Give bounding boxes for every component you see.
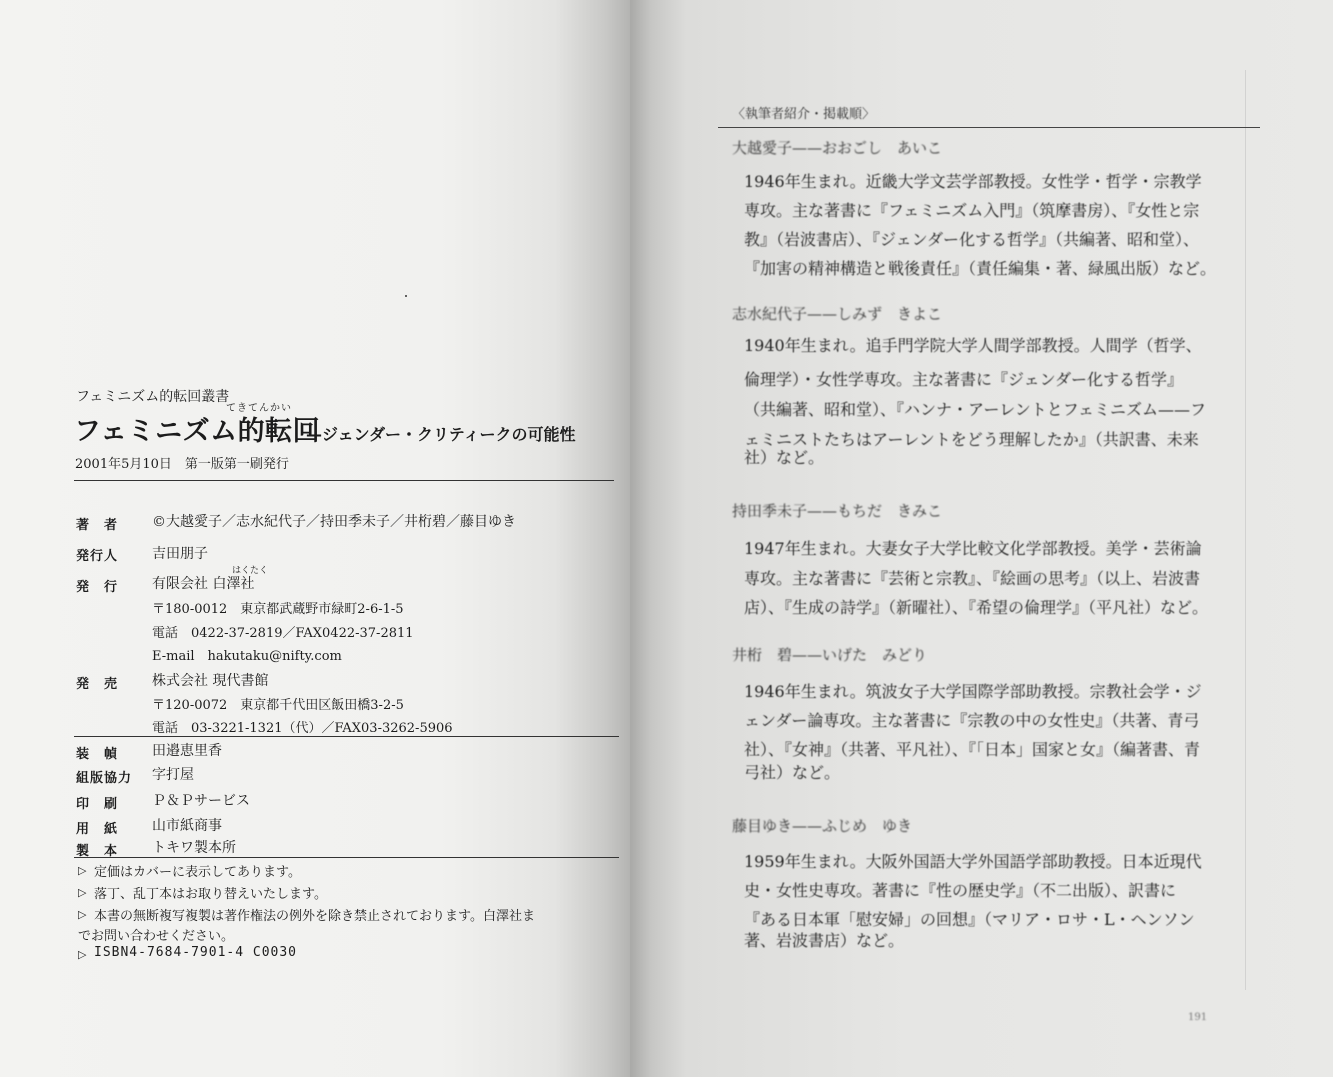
issuer-ruby: はくたく <box>232 566 269 576</box>
seller-phone: 電話 03-3221-1321（代）／FAX03-3262-5906 <box>152 721 453 736</box>
top-divider <box>74 480 614 481</box>
contributor-name-5: 藤目ゆき——ふじめ ゆき <box>732 817 913 835</box>
contributor-2-line-4: ェミニストたちはアーレントをどう理解したか』（共訳書、未来 <box>744 430 1199 449</box>
paper-value: 山市紙商事 <box>152 818 222 834</box>
contributors-header: 〈執筆者紹介・掲載順〉 <box>732 107 876 122</box>
page-frame-line <box>1245 70 1286 990</box>
contributor-1-line-2: 専攻。主な著書に『フェミニズム入門』（筑摩書房）、『女性と宗 <box>744 201 1200 220</box>
bottom-divider <box>74 857 619 858</box>
contributor-2-line-3: （共編著、昭和堂）、『ハンナ・アーレントとフェミニズム——フ <box>744 400 1207 419</box>
publisher-person-value: 吉田朋子 <box>152 546 208 562</box>
contributor-name-4: 井桁 碧——いげた みどり <box>732 646 928 664</box>
contributor-name-3: 持田季未子——もちだ きみこ <box>732 502 943 520</box>
binding-label: 製 本 <box>76 844 119 859</box>
print-value: Ｐ＆Ｐサービス <box>152 793 250 809</box>
binding-value: トキワ製本所 <box>152 840 236 856</box>
seller-label: 発 売 <box>76 677 119 692</box>
note-price: 定価はカバーに表示してあります。 <box>94 865 301 880</box>
authors-value: ©大越愛子／志水紀代子／持田季未子／井桁碧／藤目ゆき <box>152 514 516 530</box>
seller-name: 株式会社 現代書館 <box>152 673 269 689</box>
issuer-phone: 電話 0422-37-2819／FAX0422-37-2811 <box>152 626 414 641</box>
publisher-person-label: 発行人 <box>76 549 119 564</box>
print-label: 印 刷 <box>76 797 119 812</box>
contributor-5-line-2: 史・女性史専攻。著書に『性の歴史学』（不二出版）、訳書に <box>744 881 1177 900</box>
issuer-email: E-mail hakutaku@nifty.com <box>152 649 342 664</box>
contributor-4-line-3: 社）、『女神』（共著、平凡社）、『「日本」国家と女』（編著書、青 <box>744 740 1201 759</box>
colophon-page <box>0 0 630 1077</box>
triangle-bullet-icon: ▷ <box>78 864 87 877</box>
book-title <box>74 403 321 448</box>
series-title: フェミニズム的転回叢書 <box>76 389 230 405</box>
design-value: 田邉恵里香 <box>152 743 222 759</box>
contributor-4-line-2: ェンダー論専攻。主な著書に『宗教の中の女性史』（共著、青弓 <box>744 711 1200 730</box>
note-copyright: 本書の無断複写複製は著作権法の例外を除き禁止されております。白澤社ま <box>94 909 535 924</box>
triangle-bullet-icon: ▷ <box>78 886 87 899</box>
design-label: 装 幀 <box>76 747 119 762</box>
contributor-5-line-3: 『ある日本軍「慰安婦」の回想』（マリア・ロサ・L・ヘンソン <box>744 910 1195 929</box>
authors-label: 著 者 <box>76 518 119 533</box>
ink-speck <box>405 295 407 297</box>
triangle-bullet-icon: ▷ <box>78 908 87 921</box>
contributor-2-line-5: 社）など。 <box>744 448 825 467</box>
contributor-3-line-1: 1947年生まれ。大妻女子大学比較文化学部教授。美学・芸術論 <box>744 539 1202 558</box>
seller-address: 〒120-0072 東京都千代田区飯田橋3-2-5 <box>152 698 404 713</box>
publish-date: 2001年5月10日 第一版第一刷発行 <box>75 457 289 472</box>
contributor-4-line-4: 弓社）など。 <box>744 763 841 782</box>
triangle-bullet-icon: ▷ <box>78 948 87 961</box>
contributor-1-line-4: 『加害の精神構造と戦後責任』（責任編集・著、緑風出版）など。 <box>744 259 1217 278</box>
typeset-label: 組版協力 <box>76 771 133 786</box>
issuer-address: 〒180-0012 東京都武蔵野市緑町2-6-1-5 <box>152 602 404 617</box>
note-replacement: 落丁、乱丁本はお取り替えいたします。 <box>94 887 327 902</box>
page-number: 191 <box>1188 1012 1208 1023</box>
issuer-name: 有限会社 白澤社 <box>152 576 255 592</box>
contributor-3-line-3: 店）、『生成の詩学』（新曜社）、『希望の倫理学』（平凡社）など。 <box>744 598 1209 617</box>
contributor-3-line-2: 専攻。主な著書に『芸術と宗教』、『絵画の思考』（以上、岩波書 <box>744 569 1201 588</box>
isbn-code: ISBN4-7684-7901-4 C0030 <box>94 945 298 960</box>
contributor-2-line-2: 倫理学）・女性学専攻。主な著書に『ジェンダー化する哲学』 <box>744 370 1184 389</box>
contributor-name-2: 志水紀代子——しみず きよこ <box>732 305 943 323</box>
contributor-1-line-3: 教』（岩波書店）、『ジェンダー化する哲学』（共編著、昭和堂）、 <box>744 230 1200 249</box>
paper-label: 用 紙 <box>76 822 119 837</box>
middle-divider <box>74 736 619 737</box>
contributor-4-line-1: 1946年生まれ。筑波女子大学国際学部助教授。宗教社会学・ジ <box>744 682 1202 701</box>
contributor-1-line-1: 1946年生まれ。近畿大学文芸学部教授。女性学・哲学・宗教学 <box>744 172 1202 191</box>
book-subtitle: —ジェンダー・クリティークの可能性 <box>306 425 576 444</box>
typeset-value: 字打屋 <box>152 767 194 783</box>
contributor-5-line-1: 1959年生まれ。大阪外国語大学外国語学部助教授。日本近現代 <box>744 852 1202 871</box>
contributor-5-line-4: 著、岩波書店）など。 <box>744 931 905 950</box>
contributor-name-1: 大越愛子——おおごし あいこ <box>732 139 943 157</box>
issuer-label: 発 行 <box>76 580 119 595</box>
note-copyright-cont: でお問い合わせください。 <box>78 929 235 944</box>
header-rule <box>718 127 1260 128</box>
contributor-2-line-1: 1940年生まれ。追手門学院大学人間学部教授。人間学（哲学、 <box>744 336 1202 355</box>
title-ruby: てきてんかい <box>226 403 292 414</box>
book-title-text: フェミニズム的転回 <box>74 416 321 447</box>
